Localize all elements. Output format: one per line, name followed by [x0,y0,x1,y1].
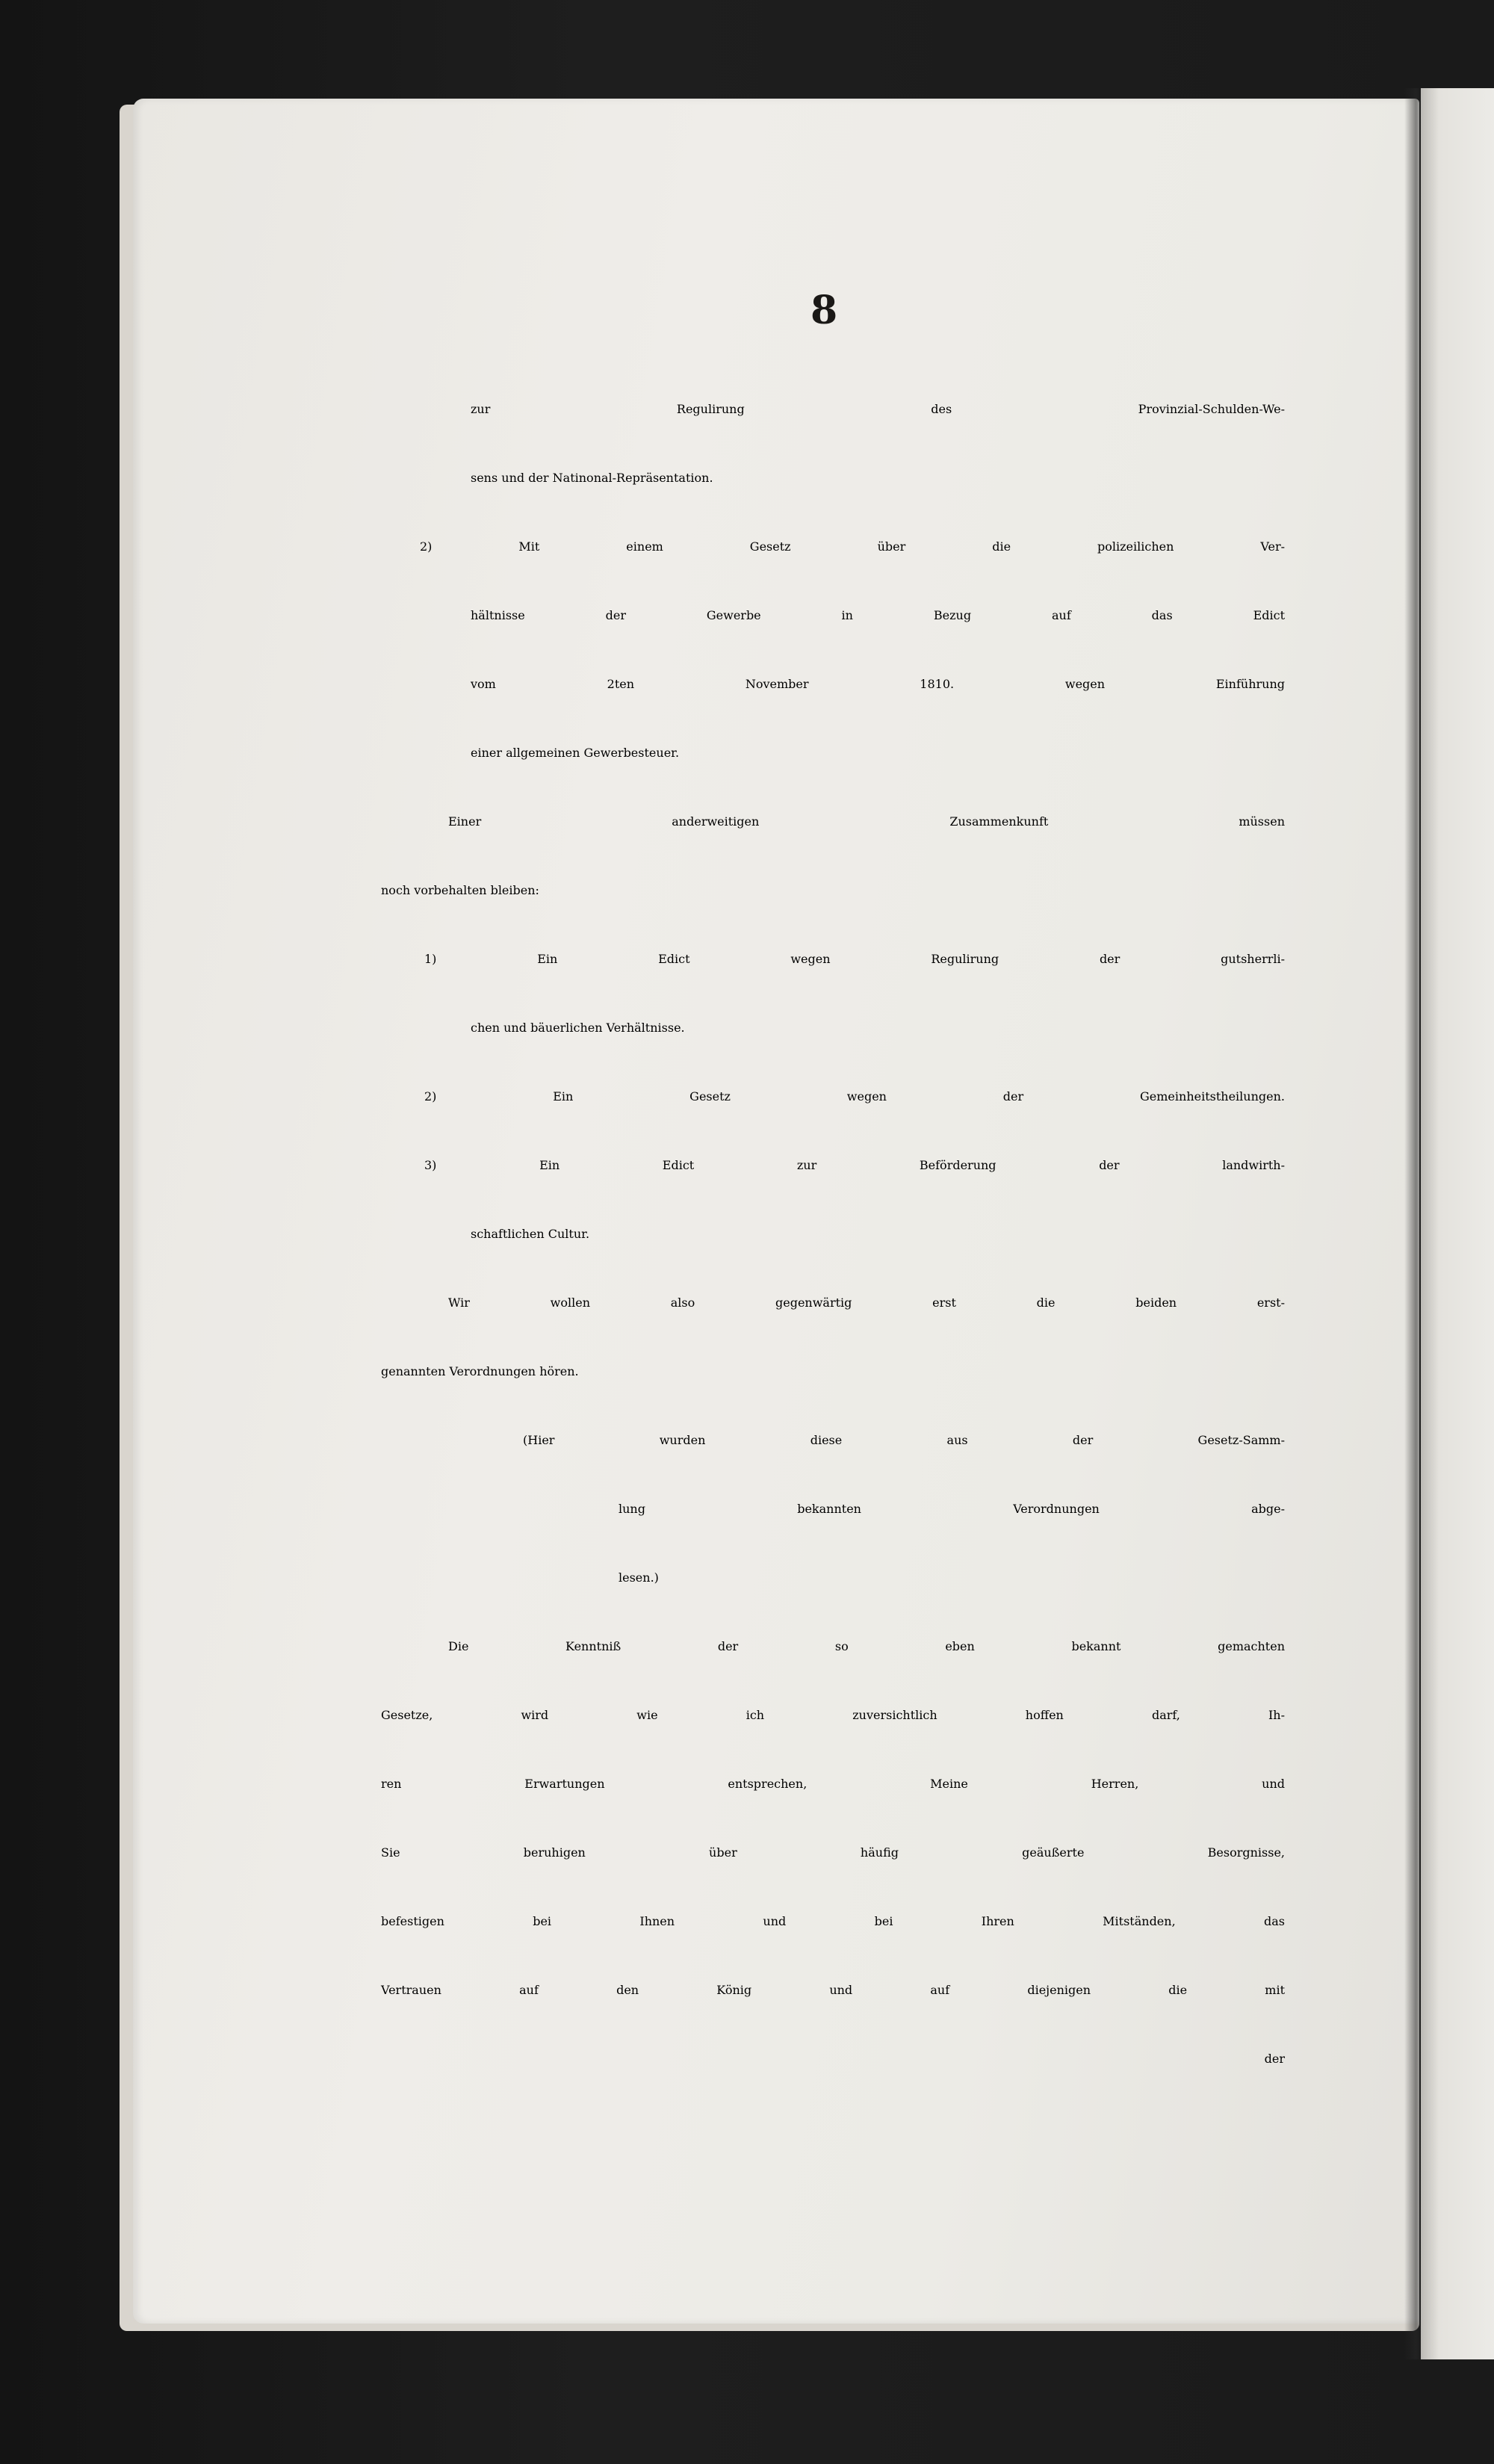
text-line: chen und bäuerlichen Verhältnisse. [471,1021,685,1035]
text-line: Die Kenntniß der so eben bekannt gemachten [448,1639,1285,1653]
page-number: 8 [810,288,838,333]
text-line: genannten Verordnungen hören. [381,1364,579,1378]
text-line: schaftlichen Cultur. [471,1227,590,1241]
text-line: vom 2ten November 1810. wegen Einführung [471,677,1285,691]
text-line: Einer anderweitigen Zusammenkunft müssen [448,814,1285,829]
text-line: Gesetze, wird wie ich zuversichtlich hoffen darf, Ih- [381,1708,1285,1722]
text-line: lung bekannten Verordnungen abge- [619,1502,1285,1516]
text-line: sens und der Natinonal-Repräsentation. [471,471,713,485]
text-line: ren Erwartungen entsprechen, Meine Herren, und [381,1777,1285,1791]
facing-page-edge [1421,88,1494,2359]
text-line: befestigen bei Ihnen und bei Ihren Mitständen, das [381,1914,1285,1928]
text-line: einer allgemeinen Gewerbesteuer. [471,746,680,760]
text-line: 2) Mit einem Gesetz über die polizeilichen Ver- [420,539,1285,554]
text-line: hältnisse der Gewerbe in Bezug auf das Edict [471,608,1285,622]
text-line: 2) Ein Gesetz wegen der Gemeinheitstheilungen. [424,1089,1285,1103]
text-line: 1) Ein Edict wegen Regulirung der gutsherrli- [424,952,1285,966]
text-line: zur Regulirung des Provinzial-Schulden-We- [471,402,1285,416]
text-line: (Hier wurden diese aus der Gesetz-Samm- [523,1433,1285,1447]
text-line: noch vorbehalten bleiben: [381,883,539,897]
text-line: Wir wollen also gegenwärtig erst die beiden erst- [448,1296,1285,1310]
text-line: Vertrauen auf den König und auf diejenigen die mit [381,1983,1285,1997]
text-line: 3) Ein Edict zur Beförderung der landwirth- [424,1158,1285,1172]
text-line: lesen.) [619,1570,659,1585]
text-line: Sie beruhigen über häufig geäußerte Besorgnisse, [381,1845,1285,1860]
catchword: der [1264,2052,1285,2066]
